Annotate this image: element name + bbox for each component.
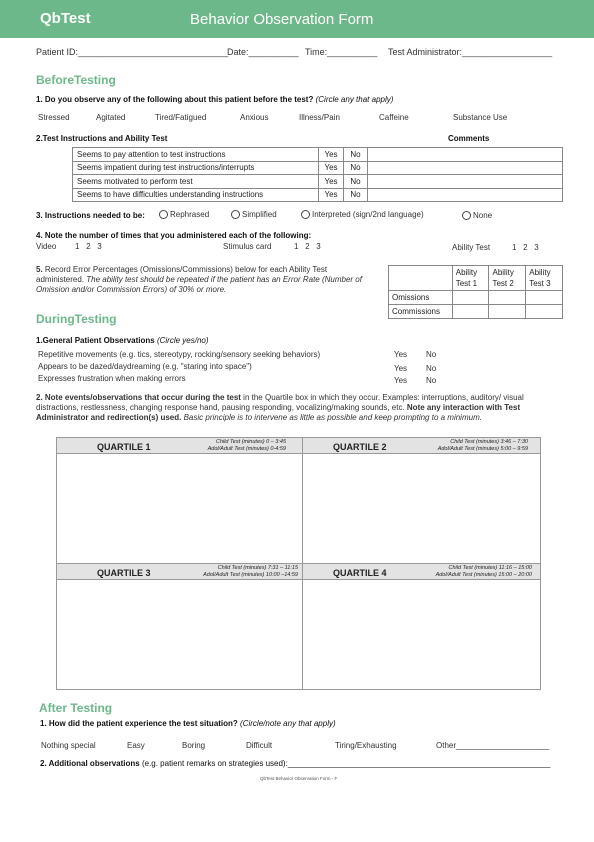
radio-label: None bbox=[473, 211, 493, 220]
option-substance-use[interactable]: Substance Use bbox=[453, 113, 508, 122]
no-option[interactable]: No bbox=[426, 364, 437, 373]
quartile-3-notes[interactable] bbox=[58, 581, 301, 689]
option-difficult[interactable]: Difficult bbox=[246, 741, 273, 750]
yes-option[interactable]: Yes bbox=[319, 188, 344, 202]
after-q2[interactable] bbox=[40, 759, 550, 768]
input-cell[interactable] bbox=[452, 291, 489, 305]
yes-option[interactable]: Yes bbox=[319, 161, 344, 175]
video-label: Video bbox=[36, 242, 57, 251]
stimulus-card-count-options[interactable]: 1 2 3 bbox=[294, 242, 321, 251]
quartile-child-time: Child Test (minutes) 0 – 3:45 bbox=[215, 439, 286, 445]
instructions-table bbox=[72, 147, 563, 202]
date-field[interactable]: Date:__________ bbox=[227, 47, 299, 57]
option-agitated[interactable]: Agitated bbox=[96, 113, 126, 122]
observation-row-text: Repetitive movements (e.g. tics, stereotypy, rocking/sensory seeking behaviors) bbox=[38, 350, 321, 359]
instruction-text: Seems motivated to perform test bbox=[73, 175, 319, 189]
quartile-adol-time: Adol/Adult Test (minutes) 10:00 –14:59 bbox=[203, 571, 298, 578]
no-option[interactable]: No bbox=[344, 161, 368, 175]
no-option[interactable]: No bbox=[344, 175, 368, 189]
option-easy[interactable]: Easy bbox=[127, 741, 145, 750]
input-cell[interactable] bbox=[526, 305, 563, 319]
footer-text: QbTest Behavior Observation Form - F bbox=[260, 776, 338, 781]
quartile-1-title: QUARTILE 1 bbox=[97, 442, 151, 452]
ability-test-label: Ability Test bbox=[452, 243, 491, 252]
no-option[interactable]: No bbox=[344, 188, 368, 202]
row-omissions: Omissions bbox=[389, 291, 453, 305]
quartile-4-notes[interactable] bbox=[304, 581, 540, 689]
time-field[interactable]: Time:__________ bbox=[305, 47, 378, 57]
during-q2-italic: Basic principle is to intervene as little as possible and keep prompting to a minimum. bbox=[183, 413, 482, 422]
instruction-text: Seems impatient during test instructions/interrupts bbox=[73, 161, 319, 175]
quartile-child-time: Child Test (minutes) 3:46 – 7:30 bbox=[450, 439, 528, 445]
table-row bbox=[73, 148, 563, 162]
col-ability-test-3: Ability Test 3 bbox=[526, 266, 563, 291]
before-q5-text bbox=[36, 265, 366, 295]
option-nothing-special[interactable]: Nothing special bbox=[41, 741, 96, 750]
option-caffeine[interactable]: Caffeine bbox=[379, 113, 409, 122]
option-anxious[interactable]: Anxious bbox=[240, 113, 269, 122]
radio-circle-icon bbox=[301, 210, 310, 219]
before-testing-heading: BeforeTesting bbox=[36, 73, 116, 87]
radio-circle-icon bbox=[462, 211, 471, 220]
during-q1-hint: (Circle yes/no) bbox=[156, 336, 209, 345]
input-cell[interactable] bbox=[489, 305, 526, 319]
yes-option[interactable]: Yes bbox=[319, 175, 344, 189]
during-q2-bold: 2. Note events/observations that occur during the test bbox=[36, 393, 241, 402]
table-row bbox=[73, 175, 563, 189]
form-title: Behavior Observation Form bbox=[190, 11, 374, 28]
during-testing-heading: DuringTesting bbox=[36, 312, 117, 326]
yes-option[interactable]: Yes bbox=[394, 376, 408, 385]
quartile-adol-time: Adol/Adult Test (minutes) 15:00 – 20:00 bbox=[435, 571, 532, 578]
quartile-4-header bbox=[303, 564, 540, 580]
observation-row-text: Appears to be dazed/daydreaming (e.g. "staring into space") bbox=[38, 362, 252, 371]
before-q1 bbox=[36, 95, 393, 104]
during-q2-bold2: Note any interaction with Test Administrator and redirection(s) used. bbox=[36, 403, 521, 422]
yes-option[interactable]: Yes bbox=[394, 350, 408, 359]
radio-circle-icon bbox=[159, 210, 168, 219]
before-q3-label: 3. Instructions needed to be: bbox=[36, 211, 145, 220]
before-q5-num: 5. bbox=[36, 265, 43, 274]
after-q2-label: 2. Additional observations bbox=[40, 759, 140, 768]
quartile-1-header bbox=[57, 438, 302, 454]
table-row bbox=[389, 291, 563, 305]
during-q2-text bbox=[36, 393, 564, 423]
quartile-adol-time: Adol/Adult Test (minutes) 0-4:59 bbox=[207, 445, 286, 452]
quartile-3-title: QUARTILE 3 bbox=[97, 568, 151, 578]
radio-label: Rephrased bbox=[170, 210, 210, 219]
after-q1-label: 1. How did the patient experience the test situation? bbox=[40, 719, 238, 728]
option-other[interactable]: Other_____________________ bbox=[436, 741, 550, 750]
before-q4-label: 4. Note the number of times that you administered each of the following: bbox=[36, 231, 312, 240]
empty-cell bbox=[389, 266, 453, 291]
table-row bbox=[389, 266, 563, 291]
radio-interpreted[interactable] bbox=[301, 210, 424, 219]
after-q1 bbox=[40, 719, 336, 728]
option-tiring[interactable]: Tiring/Exhausting bbox=[335, 741, 397, 750]
option-stressed[interactable]: Stressed bbox=[38, 113, 70, 122]
table-row bbox=[73, 161, 563, 175]
quartile-4-times bbox=[436, 565, 532, 578]
quartile-adol-time: Adol/Adult Test (minutes) 5:00 – 9:59 bbox=[437, 445, 528, 452]
quartile-2-notes[interactable] bbox=[304, 455, 540, 562]
before-q5-italic: The ability test should be repeated if the patient has an Error Rate (Number of Omission and/or Commission Errors) of 30% or more. bbox=[36, 275, 362, 294]
after-q1-hint: (Circle/note any that apply) bbox=[240, 719, 336, 728]
comment-cell[interactable] bbox=[368, 161, 563, 175]
input-cell[interactable] bbox=[526, 291, 563, 305]
observation-row-text: Expresses frustration when making errors bbox=[38, 374, 186, 383]
before-q5-main: Record Error Percentages (Omissions/Commissions) below for each Ability Test administered. bbox=[36, 265, 328, 284]
stimulus-card-label: Stimulus card bbox=[223, 242, 272, 251]
administrator-field[interactable]: Test Administrator:__________________ bbox=[388, 47, 553, 57]
before-q1-label: 1. Do you observe any of the following about this patient before the test? bbox=[36, 95, 314, 104]
during-q1-label: 1.General Patient Observations bbox=[36, 336, 155, 345]
quartile-1-times bbox=[208, 439, 286, 452]
error-percentages-table bbox=[388, 265, 563, 319]
col-ability-test-2: Ability Test 2 bbox=[489, 266, 526, 291]
no-option[interactable]: No bbox=[426, 376, 437, 385]
comment-cell[interactable] bbox=[368, 175, 563, 189]
yes-option[interactable]: Yes bbox=[394, 364, 408, 373]
quartile-child-time: Child Test (minutes) 11:16 – 15:00 bbox=[448, 565, 532, 571]
before-q1-hint: (Circle any that apply) bbox=[315, 95, 394, 104]
yes-option[interactable]: Yes bbox=[319, 148, 344, 162]
quartile-1-notes[interactable] bbox=[58, 455, 301, 562]
option-boring[interactable]: Boring bbox=[182, 741, 206, 750]
quartile-4-title: QUARTILE 4 bbox=[333, 568, 387, 578]
quartile-2-times bbox=[438, 439, 528, 452]
comments-label: Comments bbox=[448, 134, 490, 143]
after-q2-hint: (e.g. patient remarks on strategies used):___________________________________________________________ bbox=[141, 759, 551, 768]
radio-none[interactable] bbox=[462, 211, 492, 220]
video-count-options[interactable]: 1 2 3 bbox=[75, 242, 102, 251]
radio-label: Simplified bbox=[242, 210, 277, 219]
radio-circle-icon bbox=[231, 210, 240, 219]
table-row bbox=[389, 305, 563, 319]
row-commissions: Commissions bbox=[389, 305, 453, 319]
instruction-text: Seems to have difficulties understanding instructions bbox=[73, 188, 319, 202]
quartile-3-times bbox=[203, 565, 298, 578]
quartile-3-header bbox=[57, 564, 302, 580]
table-row bbox=[73, 188, 563, 202]
radio-rephrased[interactable] bbox=[159, 210, 209, 219]
no-option[interactable]: No bbox=[426, 350, 437, 359]
comment-cell[interactable] bbox=[368, 188, 563, 202]
instruction-text: Seems to pay attention to test instructions bbox=[73, 148, 319, 162]
during-q1 bbox=[36, 336, 209, 345]
radio-label: Interpreted (sign/2nd language) bbox=[312, 210, 424, 219]
patient-id-field[interactable]: Patient ID:______________________________ bbox=[36, 47, 229, 57]
option-illness[interactable]: Illness/Pain bbox=[299, 113, 340, 122]
quartile-2-header bbox=[303, 438, 540, 454]
quartile-child-time: Child Test (minutes) 7:31 – 11:15 bbox=[217, 565, 298, 571]
col-ability-test-1: Ability Test 1 bbox=[452, 266, 489, 291]
option-tired[interactable]: Tired/Fatigued bbox=[155, 113, 207, 122]
after-testing-heading: After Testing bbox=[39, 701, 113, 715]
quartile-2-title: QUARTILE 2 bbox=[333, 442, 387, 452]
ability-test-count-options[interactable]: 1 2 3 bbox=[512, 243, 539, 252]
logo: QbTest bbox=[40, 10, 91, 27]
comment-cell[interactable] bbox=[368, 148, 563, 162]
input-cell[interactable] bbox=[452, 305, 489, 319]
during-q2-normal: in the Quartile box in which they occur. Examples: interruptions, auditory/ visual distractions, restlessness, changing response hand, pausing responding, vocalizing/making sounds, etc. bbox=[36, 393, 524, 412]
radio-simplified[interactable] bbox=[231, 210, 277, 219]
input-cell[interactable] bbox=[489, 291, 526, 305]
before-q2-label: 2.Test Instructions and Ability Test bbox=[36, 134, 168, 143]
no-option[interactable]: No bbox=[344, 148, 368, 162]
